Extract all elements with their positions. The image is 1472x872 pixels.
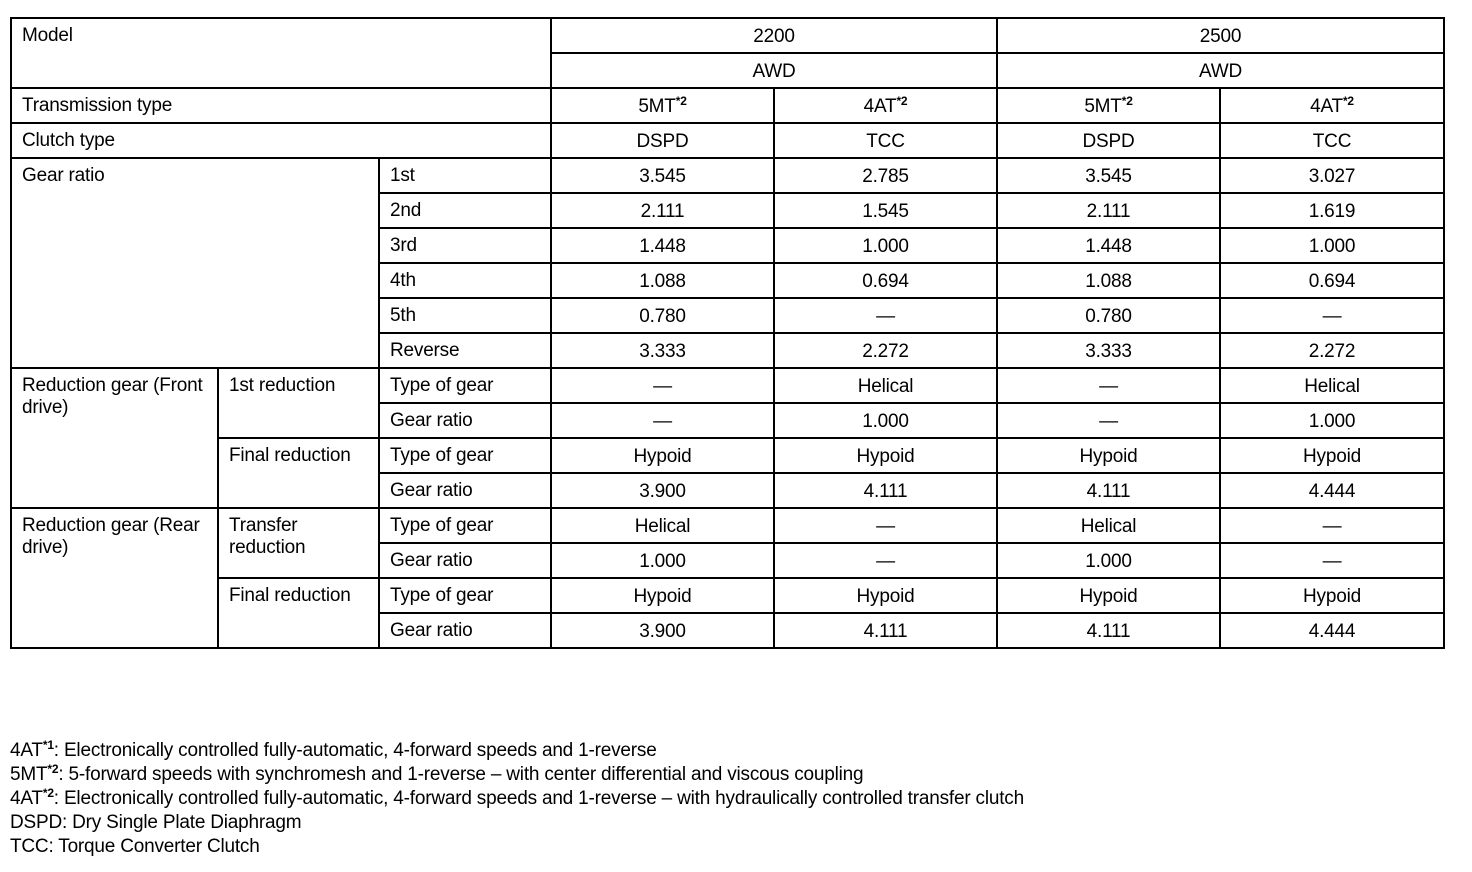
reduction-value: 1.000: [1220, 403, 1444, 438]
transmission-base: 5MT: [638, 95, 676, 117]
transmission-footnote-mark: *2: [1342, 93, 1354, 108]
gear-name: 2nd: [379, 193, 551, 228]
reduction-row-label: Type of gear: [379, 438, 551, 473]
gear-ratio-value: 1.088: [551, 263, 774, 298]
gear-ratio-value: 2.111: [997, 193, 1220, 228]
transmission-base: 4AT: [1310, 95, 1343, 117]
reduction-value: —: [997, 403, 1220, 438]
footnote-term: DSPD: [10, 812, 62, 833]
gear-ratio-value: 2.785: [774, 158, 997, 193]
gear-name: 1st: [379, 158, 551, 193]
footnote-text: : 5-forward speeds with synchromesh and 1-reverse – with center differential and viscous coupling: [58, 764, 864, 785]
reduction-value: —: [774, 543, 997, 578]
reduction-stage-label: Final reduction: [218, 438, 379, 508]
gear-ratio-value: 0.694: [774, 263, 997, 298]
reduction-value: Helical: [997, 508, 1220, 543]
transmission-base: 4AT: [863, 95, 897, 117]
gear-ratio-value: 0.780: [551, 298, 774, 333]
reduction-value: —: [551, 368, 774, 403]
reduction-stage-label: Transfer reduction: [218, 508, 379, 578]
reduction-value: 3.900: [551, 473, 774, 508]
table-row: [11, 438, 1444, 473]
transmission-footnote-mark: *2: [675, 93, 687, 108]
table-row: [11, 88, 1444, 123]
table-row: [11, 158, 1444, 193]
reduction-row-label: Gear ratio: [379, 473, 551, 508]
gear-name: Reverse: [379, 333, 551, 368]
footnote-term: TCC: [10, 836, 49, 857]
footnote-term: 4AT: [10, 740, 43, 761]
reduction-value: Hypoid: [1220, 578, 1444, 613]
transmission-label: Transmission type: [11, 88, 551, 123]
table-row: [11, 123, 1444, 158]
table-row: [11, 18, 1444, 53]
reduction-group-label: Reduction gear (Front drive): [11, 368, 218, 508]
reduction-value: Helical: [1220, 368, 1444, 403]
footnote-text: : Torque Converter Clutch: [48, 836, 260, 857]
transmission-value: [551, 88, 774, 123]
clutch-value: DSPD: [551, 123, 774, 158]
reduction-value: 4.111: [774, 473, 997, 508]
reduction-value: 1.000: [551, 543, 774, 578]
footnote-term: 4AT: [10, 788, 43, 809]
reduction-value: Hypoid: [997, 578, 1220, 613]
gear-ratio-value: 0.694: [1220, 263, 1444, 298]
reduction-value: —: [1220, 508, 1444, 543]
model-name: 2500: [997, 18, 1444, 53]
clutch-value: TCC: [1220, 123, 1444, 158]
reduction-value: 3.900: [551, 613, 774, 648]
gear-ratio-value: 3.333: [551, 333, 774, 368]
reduction-row-label: Gear ratio: [379, 403, 551, 438]
table-row: [11, 368, 1444, 403]
gear-ratio-value: 1.619: [1220, 193, 1444, 228]
model-label: Model: [11, 18, 551, 88]
reduction-stage-label: Final reduction: [218, 578, 379, 648]
reduction-stage-label: 1st reduction: [218, 368, 379, 438]
clutch-label: Clutch type: [11, 123, 551, 158]
footnote-text: : Dry Single Plate Diaphragm: [62, 812, 302, 833]
reduction-value: 4.111: [997, 473, 1220, 508]
gear-ratio-label: Gear ratio: [11, 158, 379, 368]
transmission-footnote-mark: *2: [896, 93, 908, 108]
gear-ratio-value: 1.448: [551, 228, 774, 263]
gear-name: 3rd: [379, 228, 551, 263]
footnote-line: [10, 763, 1024, 787]
reduction-value: —: [997, 368, 1220, 403]
gear-ratio-value: 1.088: [997, 263, 1220, 298]
gear-ratio-value: 2.111: [551, 193, 774, 228]
reduction-row-label: Gear ratio: [379, 543, 551, 578]
footnote-line: [10, 739, 1024, 763]
footnote-text: : Electronically controlled fully-automatic, 4-forward speeds and 1-reverse – with hydraulically controlled transfer clutch: [53, 788, 1024, 809]
gear-ratio-value: —: [1220, 298, 1444, 333]
reduction-value: —: [1220, 543, 1444, 578]
gear-ratio-value: 1.000: [1220, 228, 1444, 263]
gear-ratio-value: 3.545: [997, 158, 1220, 193]
gear-ratio-value: —: [774, 298, 997, 333]
reduction-value: Hypoid: [774, 578, 997, 613]
reduction-row-label: Type of gear: [379, 508, 551, 543]
gear-ratio-value: 3.545: [551, 158, 774, 193]
clutch-value: DSPD: [997, 123, 1220, 158]
specifications-table: [10, 17, 1445, 649]
gear-ratio-value: 3.333: [997, 333, 1220, 368]
transmission-footnote-mark: *2: [1121, 93, 1133, 108]
gear-name: 5th: [379, 298, 551, 333]
gear-ratio-value: 1.545: [774, 193, 997, 228]
gear-ratio-value: 1.000: [774, 228, 997, 263]
reduction-row-label: Type of gear: [379, 578, 551, 613]
clutch-value: TCC: [774, 123, 997, 158]
transmission-value: [997, 88, 1220, 123]
gear-ratio-value: 3.027: [1220, 158, 1444, 193]
reduction-row-label: Gear ratio: [379, 613, 551, 648]
reduction-group-label: Reduction gear (Rear drive): [11, 508, 218, 648]
reduction-value: Hypoid: [1220, 438, 1444, 473]
footnote-term: 5MT: [10, 764, 48, 785]
footnote-line: [10, 811, 1024, 835]
reduction-value: Helical: [774, 368, 997, 403]
reduction-value: —: [551, 403, 774, 438]
reduction-value: 1.000: [774, 403, 997, 438]
reduction-row-label: Type of gear: [379, 368, 551, 403]
transmission-base: 5MT: [1084, 95, 1122, 117]
footnote-mark: *2: [47, 762, 59, 776]
reduction-value: Hypoid: [551, 578, 774, 613]
table-row: [11, 508, 1444, 543]
reduction-value: —: [774, 508, 997, 543]
gear-ratio-value: 2.272: [1220, 333, 1444, 368]
table-row: [11, 578, 1444, 613]
reduction-value: 4.111: [774, 613, 997, 648]
model-name: 2200: [551, 18, 997, 53]
transmission-value: [774, 88, 997, 123]
gear-name: 4th: [379, 263, 551, 298]
reduction-value: 4.111: [997, 613, 1220, 648]
model-drive: AWD: [551, 53, 997, 88]
footnote-line: [10, 835, 1024, 859]
footnote-text: : Electronically controlled fully-automatic, 4-forward speeds and 1-reverse: [53, 740, 657, 761]
reduction-value: 4.444: [1220, 613, 1444, 648]
gear-ratio-value: 2.272: [774, 333, 997, 368]
transmission-value: [1220, 88, 1444, 123]
gear-ratio-value: 0.780: [997, 298, 1220, 333]
reduction-value: 4.444: [1220, 473, 1444, 508]
reduction-value: Hypoid: [997, 438, 1220, 473]
model-drive: AWD: [997, 53, 1444, 88]
reduction-value: 1.000: [997, 543, 1220, 578]
footnote-line: [10, 787, 1024, 811]
reduction-value: Hypoid: [551, 438, 774, 473]
reduction-value: Hypoid: [774, 438, 997, 473]
reduction-value: Helical: [551, 508, 774, 543]
footnote-mark: *2: [42, 786, 54, 800]
gear-ratio-value: 1.448: [997, 228, 1220, 263]
footnote-mark: *1: [42, 738, 54, 752]
footnotes: [10, 739, 1024, 859]
